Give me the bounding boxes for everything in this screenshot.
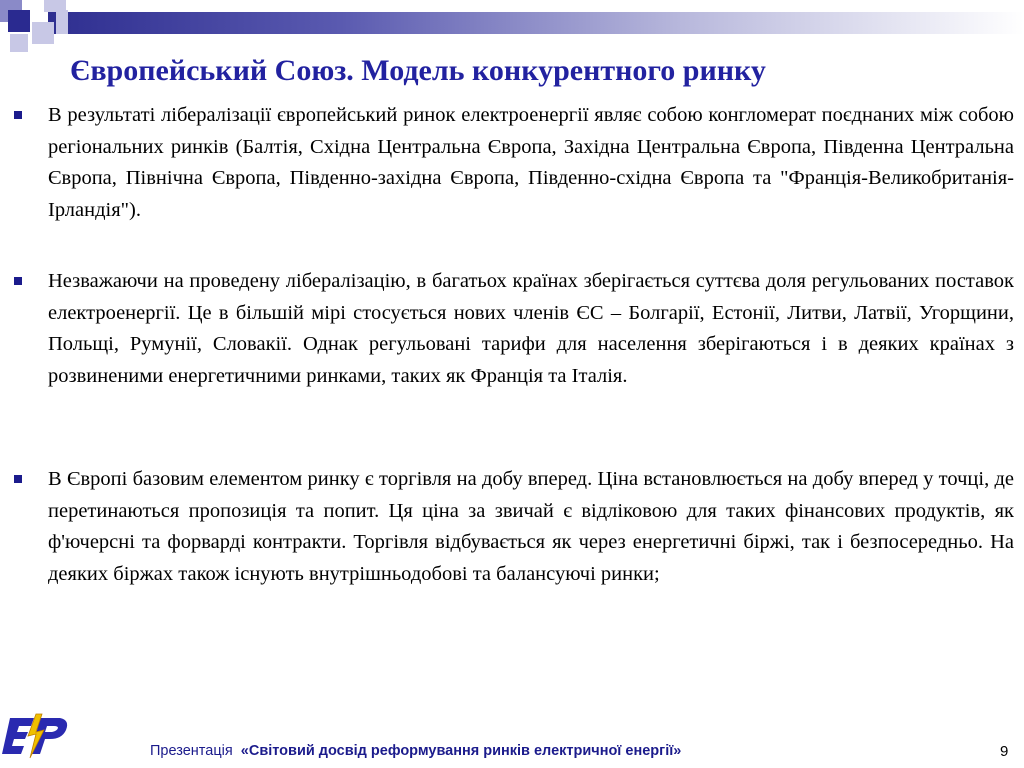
ep-logo-icon: [0, 712, 72, 762]
slide-title: Європейський Союз. Модель конкурентного ринку: [70, 54, 766, 87]
bullet-text: В Європі базовим елементом ринку є торгівля на добу вперед. Ціна встановлюється на добу вперед у точці, де перетинаються пропозиція та попит. Ця ціна за звичай є відліковою для таких фінансових продуктів, як ф'ючерсні та форварді контракти. Торгівля відбувається як через енергетичні біржі, так і безпосередньо. На деяких біржах також існують внутрішньодобові та балансуючі ринки;: [48, 468, 1014, 585]
bullet-square-icon: [14, 111, 22, 119]
deco-square: [8, 10, 30, 32]
bullet-text: Незважаючи на проведену лібералізацію, в багатьох країнах зберігається суттєва доля регульованих поставок електроенергії. Це в більшій мірі стосується нових членів ЄС – Болгарії, Естонії, Литви, Латвії, Угорщини, Польщі, Румунії, Словакії. Однак регульовані тарифи для населення зберігаються і в деяких країнах з розвиненими енергетичними ринками, таких як Франція та Італія.: [48, 270, 1014, 387]
header-gradient-bar: [48, 12, 1024, 34]
page-number: 9: [1000, 743, 1009, 760]
bullet-square-icon: [14, 475, 22, 483]
footer-presentation-title: «Світовий досвід реформування ринків електричної енергії»: [240, 743, 682, 759]
header-decoration: [0, 0, 1024, 60]
bullet-text: В результаті лібералізації європейський ринок електроенергії являє собою конгломерат поєднаних між собою регіональних ринків (Балтія, Східна Центральна Європа, Західна Центральна Європа, Південна Центральна Європа, Північна Європа, Південно-західна Європа, Південно-східна Європа та "Франція-Великобританія-Ірландія").: [48, 104, 1014, 221]
footer-text: [150, 743, 681, 759]
bullet-square-icon: [14, 277, 22, 285]
deco-square: [32, 22, 54, 44]
deco-square: [56, 10, 68, 34]
footer-prefix: Презентація: [150, 743, 233, 759]
deco-square: [10, 34, 28, 52]
